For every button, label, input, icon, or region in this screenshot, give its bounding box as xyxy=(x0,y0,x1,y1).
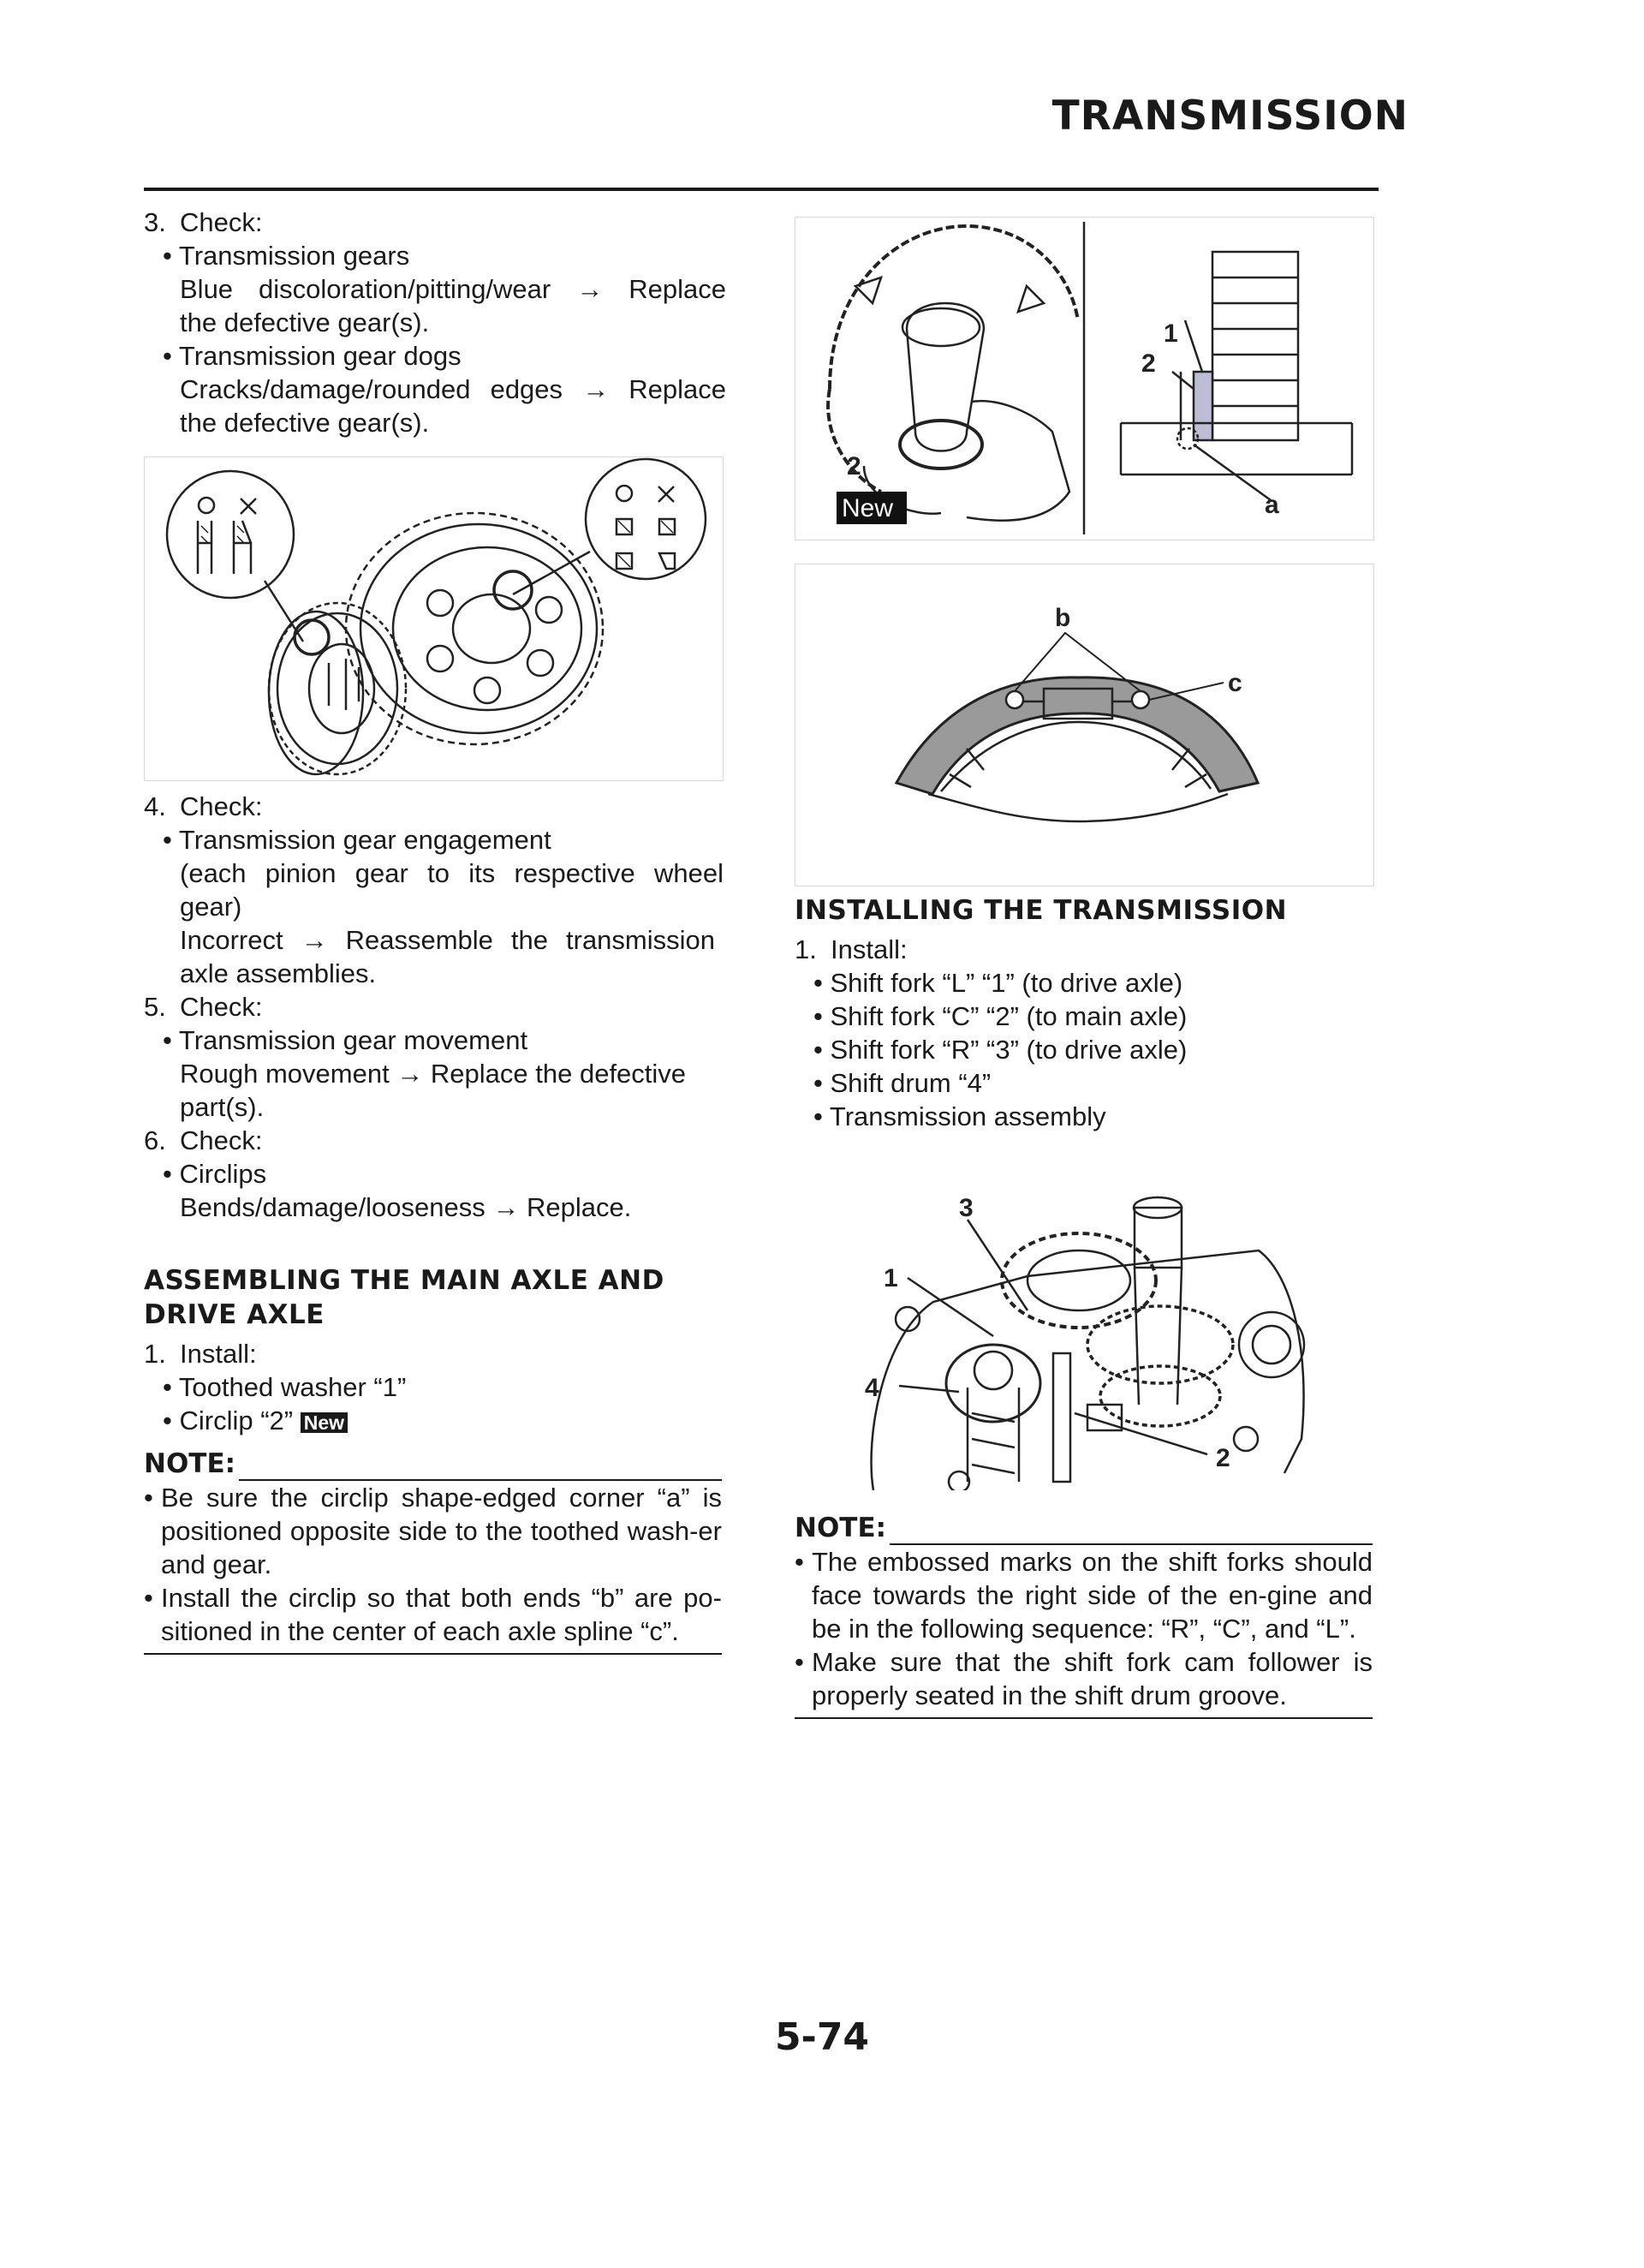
callout-label: 4 xyxy=(865,1374,879,1402)
bullet-item: • Toothed washer “1” xyxy=(163,1372,407,1402)
transmission-assembly-figure xyxy=(856,1182,1319,1490)
page-title: TRANSMISSION xyxy=(1051,93,1409,140)
step-4 xyxy=(144,790,726,1224)
bullet-item: • Shift fork “R” “3” (to drive axle) xyxy=(813,1035,1188,1065)
section-heading: INSTALLING THE TRANSMISSION xyxy=(795,895,1288,926)
step-label: Check: xyxy=(180,1125,263,1155)
bullet-item: • Shift fork “L” “1” (to drive axle) xyxy=(813,968,1183,998)
section-heading: DRIVE AXLE xyxy=(144,1299,325,1330)
item-text: gear) xyxy=(180,892,242,922)
note-text: Be sure the circlip shape-edged corner “a” is positioned opposite side to the toothed wash-er and gear. xyxy=(161,1483,722,1579)
bullet-item: • Transmission gears xyxy=(163,241,410,271)
note-label: NOTE: xyxy=(795,1513,887,1543)
item-text: the defective gear(s). xyxy=(180,408,430,438)
callout-label: 2 xyxy=(1216,1444,1230,1472)
step-label: Install: xyxy=(831,934,908,964)
note-left xyxy=(144,1447,722,1655)
note-item: • The embossed marks on the shift forks should face towards the right side of the en-gine and be in the following sequence: “R”, “C”, and “L”. xyxy=(795,1547,1373,1644)
item-text: Cracks/damage/rounded edges → Replace xyxy=(180,374,726,404)
installing-section xyxy=(795,893,1377,1133)
step-number: 6. xyxy=(144,1125,166,1155)
item-text: axle assemblies. xyxy=(180,958,377,988)
title-rule xyxy=(144,188,1379,191)
bullet-item xyxy=(144,1404,726,1437)
step-label: Check: xyxy=(180,207,263,237)
step-label: Check: xyxy=(180,791,263,821)
callout-label: 1 xyxy=(884,1264,898,1292)
note-item: • Make sure that the shift fork cam follower is properly seated in the shift drum groove. xyxy=(795,1645,1373,1719)
circlip-figure xyxy=(795,217,1374,540)
item-text: Blue discoloration/pitting/wear → Replace xyxy=(180,274,726,304)
bullet-item: • Shift drum “4” xyxy=(813,1068,992,1098)
item-text: the defective gear(s). xyxy=(180,307,430,337)
gear-dogs-figure xyxy=(144,457,724,781)
item-text: Incorrect → Reassemble the transmission xyxy=(180,925,715,955)
step-3 xyxy=(144,206,726,439)
transmission-assembly-illustration xyxy=(856,1182,1319,1490)
bullet-item: • Circlips xyxy=(163,1159,267,1189)
item-text: part(s). xyxy=(180,1092,265,1122)
bullet-item: • Shift fork “C” “2” (to main axle) xyxy=(813,1001,1188,1031)
circlip-spline-figure xyxy=(795,564,1374,886)
step-label: Check: xyxy=(180,992,263,1022)
bullet-item: • Transmission gear movement xyxy=(163,1025,528,1055)
bullet-item: • Transmission gear engagement xyxy=(163,825,551,855)
circlip-spline-illustration xyxy=(795,564,1373,886)
note-text: The embossed marks on the shift forks should face towards the right side of the en-gine and be in the following sequence: “R”, “C”, and “L”. xyxy=(812,1547,1373,1644)
callout-label: 2 xyxy=(1141,349,1156,378)
assembling-section xyxy=(144,1263,726,1437)
section-heading: ASSEMBLING THE MAIN AXLE AND xyxy=(144,1265,664,1296)
step-number: 1. xyxy=(795,934,817,964)
note-item: • Install the circlip so that both ends “b” are po-sitioned in the center of each axle spline “c”. xyxy=(144,1581,722,1655)
note-label: NOTE: xyxy=(144,1448,236,1479)
callout-label: a xyxy=(1265,491,1279,519)
callout-label: c xyxy=(1228,669,1242,697)
note-right xyxy=(795,1512,1373,1719)
note-text: Install the circlip so that both ends “b” are po-sitioned in the center of each axle spline “c”. xyxy=(161,1583,722,1646)
item-text: (each pinion gear to its respective wheel xyxy=(180,858,724,888)
step-number: 5. xyxy=(144,992,166,1022)
circlip-illustration xyxy=(795,218,1373,540)
new-badge: New xyxy=(301,1412,348,1433)
bullet-item: • Transmission gear dogs xyxy=(163,341,462,371)
item-text: Bends/damage/looseness → Replace. xyxy=(180,1192,632,1222)
page-number: 5-74 xyxy=(774,2015,870,2059)
step-number: 3. xyxy=(144,207,166,237)
callout-label: b xyxy=(1055,604,1071,632)
gear-dogs-illustration xyxy=(145,457,723,780)
bullet-text: • Circlip “2” xyxy=(163,1406,294,1435)
step-number: 1. xyxy=(144,1339,166,1369)
callout-label: 3 xyxy=(959,1194,974,1222)
step-label: Install: xyxy=(180,1339,257,1369)
callout-label: 2 xyxy=(847,452,861,480)
callout-label: 1 xyxy=(1164,319,1178,348)
bullet-item: • Transmission assembly xyxy=(813,1101,1106,1131)
note-text: Make sure that the shift fork cam follower is properly seated in the shift drum groove. xyxy=(812,1647,1373,1710)
step-number: 4. xyxy=(144,791,166,821)
item-text: Rough movement → Replace the defective xyxy=(180,1059,687,1089)
note-item: • Be sure the circlip shape-edged corner “a” is positioned opposite side to the toothed wash-er and gear. xyxy=(144,1483,722,1579)
new-badge: New xyxy=(842,494,894,522)
